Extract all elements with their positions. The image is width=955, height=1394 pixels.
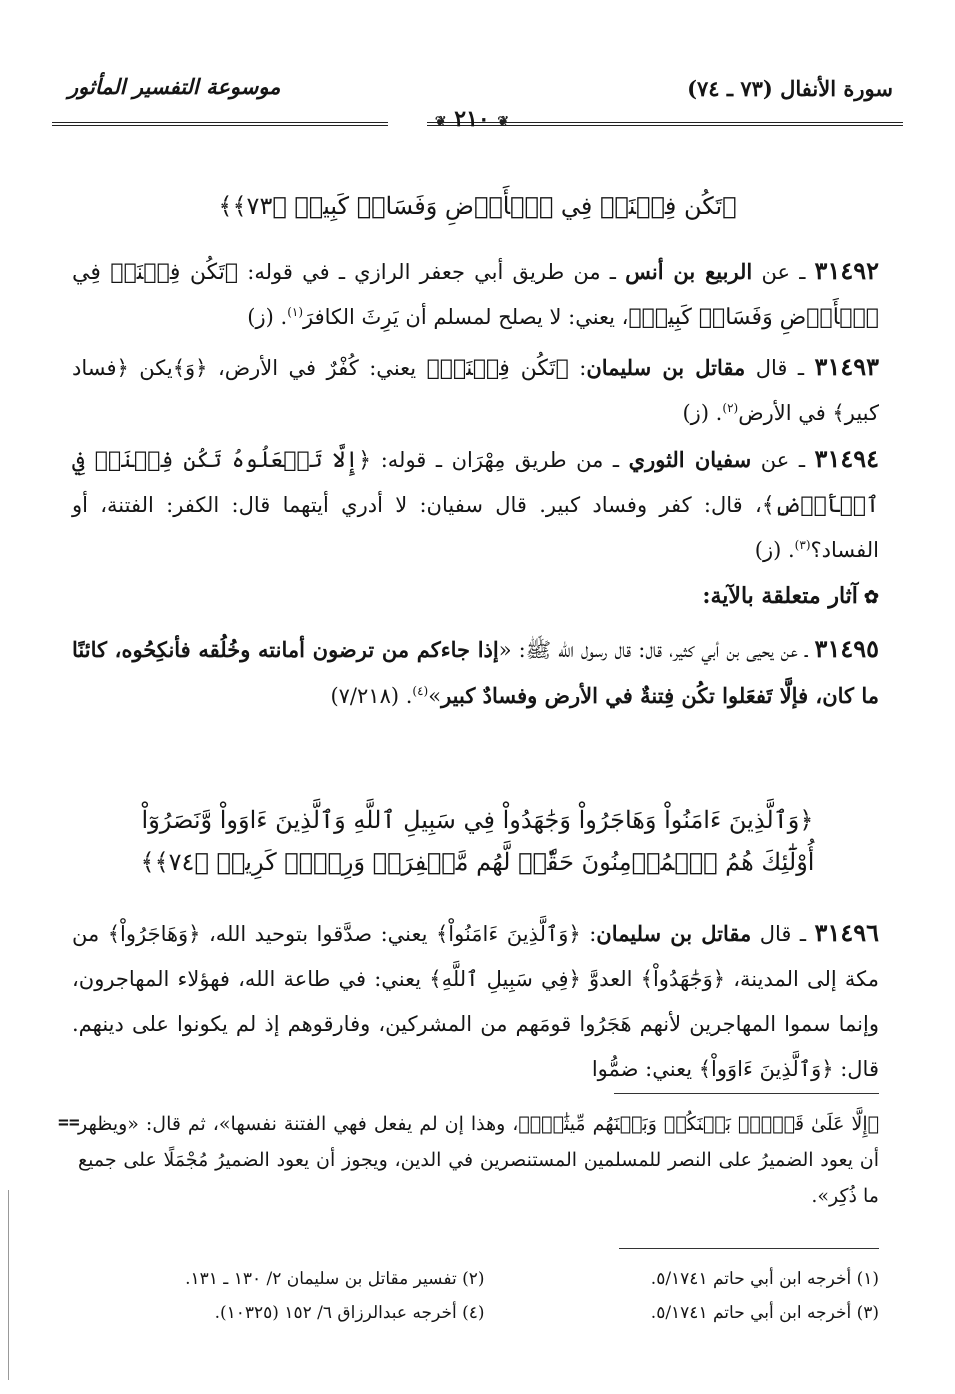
entry-number: ٣١٤٩٣ xyxy=(814,352,879,381)
ornament-icon: ❦ xyxy=(497,114,510,130)
entry-text: ـ عن يحيى بن أبي كثير، قال: قال رسول الله ﷺ: « xyxy=(498,638,815,662)
footnote-ref: (٣) xyxy=(794,538,811,552)
page-edge-line xyxy=(8,1190,9,1380)
hadith-text: إذا جاءكم من ترضون أمانته وخُلُقه فأنكِحُوه، كائنًا ما كان، فإلَّا تَفعَلوا تكُن فِتنةٌ في الأرض وفسادٌ كبير xyxy=(72,637,879,708)
entry-number: ٣١٤٩٢ xyxy=(814,256,879,285)
quran-verse-74-line2: أُوْلَٰٓئِكَ هُمُ ٱلۡمُؤۡمِنُونَ حَقّٗاۚ لَّهُم مَّغۡفِرَةٞ وَرِزۡقٞ كَرِيمٞ ﴿٧٤﴾﴾ xyxy=(140,848,815,876)
surah-title: سورة الأنفال (٧٣ ـ ٧٤) xyxy=(687,76,893,101)
footnote-separator xyxy=(614,1093,879,1094)
quran-verse-74-line1: ﴿وَٱلَّذِينَ ءَامَنُواْ وَهَاجَرُواْ وَجَٰهَدُواْ فِي سَبِيلِ ٱللَّهِ وَٱلَّذِينَ ءَاوَواْ وَّنَصَرُوٓاْ xyxy=(141,806,814,834)
footnote-1: (١) أخرجه ابن أبي حاتم ٥/١٧٤١. xyxy=(650,1269,879,1289)
quran-verse-73: ﴿تَكُن فِتۡنَةٞ فِي ٱلۡأَرۡضِ وَفَسَادٞ كَبِيرٞ ﴿٧٣﴾﴾ xyxy=(218,192,737,220)
footnote-3: (٣) أخرجه ابن أبي حاتم ٥/١٧٤١. xyxy=(650,1303,879,1323)
running-header xyxy=(52,62,903,144)
entry-text: : ﴿وَٱلَّذِينَ ءَامَنُواْ﴾ يعني: صدَّقوا بتوحيد الله، ﴿وَهَاجَرُواْ﴾ من مكة إلى المدينة، ﴿وَجَٰهَدُواْ﴾ العدوَّ ﴿فِي سَبِيلِ ٱللَّهِ﴾ يعني: في طاعة الله، فهؤلاء المهاجرون، وإنما سموا المهاجرين لأنهم هَجَرُوا قومَهم من المشركين، وفارقوهم إذ لم يكونوا على دينهم. قال: ﴿وَٱلَّذِينَ ءَاوَواْ﴾ يعني: ضمُّوا xyxy=(72,922,879,1081)
entry-text: . (ز) xyxy=(754,538,795,562)
narrator-name: مقاتل بن سليمان xyxy=(586,355,746,380)
entry-text: ـ من طريق مِهْرَان ـ قوله: xyxy=(371,448,629,472)
entry-text: ـ قال xyxy=(751,922,815,946)
quran-quote: ﴿إِلَّا تَفۡعَلُوهُ تَكُن فِتۡنَةٞ فِي ٱلۡأَرۡضِ﴾ xyxy=(72,448,879,518)
entry-text: . (ز) xyxy=(247,305,288,329)
narrator-name: الربيع بن أنس xyxy=(625,259,753,284)
entry-text: ـ عن xyxy=(752,260,815,284)
entry-text: ، قال: كفر وفساد كبير. قال سفيان: لا أدري أيتهما قال: الكفر: الفتنة، أو الفساد؟ xyxy=(72,493,879,562)
section-heading xyxy=(702,583,879,609)
ornament-icon: ❦ xyxy=(434,114,447,130)
entry-number: ٣١٤٩٤ xyxy=(814,444,879,473)
entry-text: . (٧/٢١٨) xyxy=(330,684,413,708)
continuation-mark: == xyxy=(58,1112,80,1133)
footnote-ref: (١) xyxy=(287,305,304,319)
entry-text: ـ من طريق أبي جعفر الرازي ـ في قوله: xyxy=(238,260,626,284)
entry-text: ، يعني: لا يصلح لمسلم أن يَرِثَ الكافرَ xyxy=(303,305,629,329)
entry-text: : xyxy=(568,356,587,380)
continued-footnote: ﴿إِلَّا عَلَىٰ قَوۡمِۭ بَيۡنَكُمۡ وَبَيۡنَهُم مِّيثَٰقٞۗ﴾، وهذا إن لم يفعل فهي الفتنة نفسها»، ثم قال: «ويظهر أن يعود الضميرُ على النصر للمسلمين المستنصرين في الدين، ويجوز أن يعود الضميرُ مُجْمَلًا على جميع ما ذُكِر». xyxy=(78,1113,879,1207)
narrator-name: مقاتل بن سليمان xyxy=(596,921,752,946)
footnote-2: (٢) تفسير مقاتل بن سليمان ٢/ ١٣٠ ـ ١٣١. xyxy=(185,1269,485,1289)
entry-31496 xyxy=(72,910,879,1092)
narrator-name: سفيان الثوري xyxy=(628,447,752,472)
footnote-ref: (٢) xyxy=(722,401,739,415)
footnote-separator xyxy=(619,1248,879,1249)
page-number-value: ٢١٠ xyxy=(454,106,490,132)
entry-text: ـ قال xyxy=(745,356,815,380)
entry-31492 xyxy=(72,248,879,340)
entry-number: ٣١٤٩٥ xyxy=(814,634,879,663)
footnote-ref: (٤) xyxy=(412,684,429,698)
entry-number: ٣١٤٩٦ xyxy=(814,918,879,947)
footnote-4: (٤) أخرجه عبدالرزاق ٦/ ١٥٢ (١٠٣٢٥). xyxy=(214,1303,485,1323)
entry-text: ـ عن xyxy=(751,448,815,472)
entry-text: يعني: كُفْرٌ في الأرض، ﴿وَ﴾يكن ﴿فساد كبير﴾ في الأرض xyxy=(72,356,879,425)
entry-text: . (ز) xyxy=(682,401,723,425)
entry-31493 xyxy=(72,344,879,436)
section-heading-text: آثار متعلقة بالآية: xyxy=(702,583,858,609)
flower-icon: ✿ xyxy=(863,587,879,608)
quran-quote: ﴿تَكُن فِتۡنَةٞ فِي ٱلۡأَرۡضِ وَفَسَادٞ كَبِيرٞ﴾ xyxy=(72,260,879,330)
entry-31495 xyxy=(72,626,879,719)
page-number xyxy=(407,106,537,132)
entry-text: » xyxy=(428,684,442,708)
quran-quote: ﴿تَكُن فِتۡنَةٞ﴾ xyxy=(426,356,569,381)
book-title: موسوعة التفسير المأثور xyxy=(68,74,281,99)
entry-31494 xyxy=(72,436,879,573)
header-rule-left xyxy=(52,122,388,126)
footnotes xyxy=(130,1262,879,1330)
